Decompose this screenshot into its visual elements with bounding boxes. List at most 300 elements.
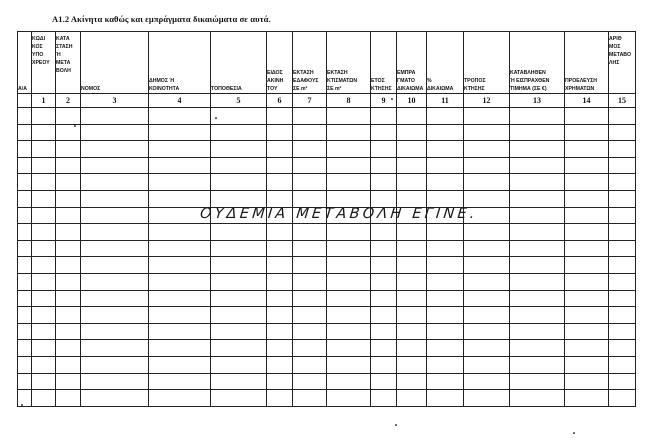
table-cell	[293, 240, 327, 257]
table-cell	[327, 290, 371, 307]
table-row	[18, 108, 636, 125]
table-cell	[18, 224, 32, 241]
table-cell	[81, 224, 149, 241]
table-cell	[32, 190, 56, 207]
column-number: 11	[427, 94, 464, 108]
table-cell	[565, 307, 609, 324]
table-row	[18, 340, 636, 357]
table-cell	[81, 207, 149, 224]
table-cell	[609, 157, 636, 174]
table-cell	[56, 174, 81, 191]
table-cell	[327, 141, 371, 158]
table-cell	[565, 390, 609, 407]
table-cell	[397, 390, 427, 407]
table-cell	[32, 390, 56, 407]
table-cell	[267, 340, 293, 357]
table-cell	[464, 190, 510, 207]
table-cell	[371, 124, 397, 141]
table-cell	[464, 124, 510, 141]
table-cell	[427, 141, 464, 158]
table-row	[18, 174, 636, 191]
table-cell	[149, 307, 211, 324]
handwritten-note: ΟΥΔΕΜΙΑ ΜΕΤΑΒΟΛΗ ΕΓΙΝΕ.	[199, 206, 479, 222]
table-cell	[81, 373, 149, 390]
table-cell	[56, 240, 81, 257]
table-cell	[397, 340, 427, 357]
table-cell	[397, 273, 427, 290]
table-cell	[464, 390, 510, 407]
table-cell	[510, 174, 565, 191]
table-cell	[427, 307, 464, 324]
table-cell	[609, 174, 636, 191]
table-cell	[464, 273, 510, 290]
column-header: ΚΑΤΑ ΣΤΑΣΗ Ή ΜΕΤΑ ΒΟΛΗ	[56, 32, 81, 94]
table-cell	[427, 257, 464, 274]
table-cell	[327, 340, 371, 357]
scan-speck	[215, 117, 217, 119]
table-cell	[81, 340, 149, 357]
table-cell	[32, 307, 56, 324]
table-cell	[211, 356, 267, 373]
table-cell	[149, 356, 211, 373]
table-cell	[81, 108, 149, 125]
table-cell	[56, 390, 81, 407]
table-cell	[56, 224, 81, 241]
table-cell	[609, 207, 636, 224]
table-cell	[510, 124, 565, 141]
table-cell	[211, 340, 267, 357]
table-cell	[427, 340, 464, 357]
column-header: ΕΜΠΡΑ ΓΜΑΤΟ ΔΙΚΑΙΩΜΑ	[397, 32, 427, 94]
table-cell	[371, 390, 397, 407]
table-row	[18, 141, 636, 158]
table-cell	[32, 174, 56, 191]
table-cell	[81, 157, 149, 174]
table-cell	[427, 356, 464, 373]
table-cell	[293, 224, 327, 241]
table-cell	[211, 290, 267, 307]
table-cell	[609, 124, 636, 141]
table-cell	[371, 141, 397, 158]
table-cell	[427, 190, 464, 207]
table-cell	[397, 190, 427, 207]
table-cell	[371, 340, 397, 357]
table-cell	[149, 340, 211, 357]
table-cell	[464, 224, 510, 241]
table-cell	[149, 141, 211, 158]
table-cell	[371, 108, 397, 125]
table-cell	[371, 273, 397, 290]
table-cell	[327, 390, 371, 407]
table-cell	[510, 356, 565, 373]
table-cell	[32, 141, 56, 158]
table-cell	[18, 373, 32, 390]
table-cell	[267, 290, 293, 307]
table-cell	[56, 340, 81, 357]
column-header: ΤΡΟΠΟΣ ΚΤΗΣΗΣ	[464, 32, 510, 94]
table-cell	[18, 340, 32, 357]
table-cell	[427, 290, 464, 307]
table-row	[18, 124, 636, 141]
column-number: 13	[510, 94, 565, 108]
table-cell	[18, 390, 32, 407]
column-number: 10	[397, 94, 427, 108]
table-cell	[56, 141, 81, 158]
table-cell	[427, 108, 464, 125]
table-cell	[565, 340, 609, 357]
table-cell	[397, 307, 427, 324]
table-row	[18, 373, 636, 390]
table-body	[18, 108, 636, 407]
table-cell	[464, 290, 510, 307]
table-cell	[565, 257, 609, 274]
table-cell	[327, 273, 371, 290]
table-cell	[371, 290, 397, 307]
table-cell	[371, 174, 397, 191]
column-header: ΠΡΟΕΛΕΥΣΗ ΧΡΗΜΑΤΩΝ	[565, 32, 609, 94]
table-row	[18, 224, 636, 241]
table-cell	[81, 307, 149, 324]
table-cell	[609, 141, 636, 158]
table-cell	[56, 373, 81, 390]
table-cell	[56, 257, 81, 274]
table-cell	[510, 240, 565, 257]
table-cell	[32, 340, 56, 357]
table-cell	[464, 240, 510, 257]
table-cell	[18, 240, 32, 257]
table-cell	[510, 108, 565, 125]
column-header: ΤΟΠΟΘΕΣΙΑ	[211, 32, 267, 94]
table-row	[18, 190, 636, 207]
table-cell	[211, 124, 267, 141]
column-header: ΚΑΤΑΒΛΗΘΕΝ Ή ΕΙΣΠΡΑΧΘΕΝ ΤΙΜΗΜΑ (ΣΕ €)	[510, 32, 565, 94]
table-cell	[427, 323, 464, 340]
table-cell	[211, 174, 267, 191]
table-row	[18, 273, 636, 290]
table-cell	[293, 290, 327, 307]
table-cell	[211, 108, 267, 125]
table-cell	[81, 124, 149, 141]
table-row	[18, 257, 636, 274]
table-cell	[293, 390, 327, 407]
table-cell	[56, 207, 81, 224]
table-cell	[293, 124, 327, 141]
table-cell	[397, 174, 427, 191]
table-cell	[327, 157, 371, 174]
table-cell	[464, 323, 510, 340]
table-cell	[267, 190, 293, 207]
table-cell	[427, 157, 464, 174]
table-cell	[327, 356, 371, 373]
table-cell	[267, 141, 293, 158]
column-number: 1	[32, 94, 56, 108]
table-cell	[149, 323, 211, 340]
table-cell	[397, 257, 427, 274]
table-cell	[464, 157, 510, 174]
column-header: ΔΗΜΟΣ Ή ΚΟΙΝΟΤΗΤΑ	[149, 32, 211, 94]
table-cell	[18, 108, 32, 125]
table-cell	[609, 190, 636, 207]
table-cell	[293, 174, 327, 191]
table-cell	[397, 290, 427, 307]
table-cell	[18, 356, 32, 373]
column-header: ΚΩΔΙ ΚΟΣ ΥΠΟ ΧΡΕΟΥ	[32, 32, 56, 94]
table-cell	[56, 307, 81, 324]
table-cell	[371, 157, 397, 174]
table-cell	[397, 141, 427, 158]
table-row	[18, 307, 636, 324]
table-cell	[565, 207, 609, 224]
scan-speck	[395, 424, 397, 426]
table-cell	[267, 323, 293, 340]
table-cell	[397, 373, 427, 390]
table-cell	[609, 340, 636, 357]
table-cell	[565, 273, 609, 290]
table-cell	[464, 340, 510, 357]
table-cell	[149, 273, 211, 290]
table-cell	[397, 124, 427, 141]
table-cell	[397, 108, 427, 125]
table-cell	[149, 190, 211, 207]
table-cell	[293, 323, 327, 340]
table-cell	[81, 174, 149, 191]
column-number: 6	[267, 94, 293, 108]
table-cell	[18, 307, 32, 324]
table-cell	[32, 157, 56, 174]
table-cell	[18, 323, 32, 340]
table-cell	[371, 190, 397, 207]
column-header: ΕΚΤΑΣΗ ΕΔΑΦΟΥΣ ΣΕ m²	[293, 32, 327, 94]
table-cell	[18, 273, 32, 290]
scan-speck	[573, 432, 575, 434]
table-cell	[267, 240, 293, 257]
table-cell	[18, 141, 32, 158]
table-cell	[81, 323, 149, 340]
table-cell	[149, 124, 211, 141]
table-cell	[609, 108, 636, 125]
table-cell	[293, 307, 327, 324]
table-cell	[371, 257, 397, 274]
table-cell	[609, 240, 636, 257]
table-cell	[81, 290, 149, 307]
column-header: ΝΟΜΟΣ	[81, 32, 149, 94]
table-cell	[267, 157, 293, 174]
table-cell	[609, 356, 636, 373]
column-number: 5	[211, 94, 267, 108]
table-row	[18, 157, 636, 174]
table-cell	[371, 307, 397, 324]
table-cell	[293, 108, 327, 125]
table-cell	[327, 108, 371, 125]
table-cell	[327, 190, 371, 207]
column-header: ΕΤΟΣ ΚΤΗΣΗΣ	[371, 32, 397, 94]
table-cell	[609, 257, 636, 274]
table-cell	[397, 323, 427, 340]
table-cell	[81, 141, 149, 158]
table-cell	[32, 124, 56, 141]
table-cell	[149, 240, 211, 257]
column-number: 12	[464, 94, 510, 108]
table-cell	[371, 224, 397, 241]
table-cell	[327, 240, 371, 257]
table-cell	[510, 224, 565, 241]
table-cell	[18, 174, 32, 191]
table-cell	[327, 224, 371, 241]
table-cell	[149, 257, 211, 274]
table-cell	[510, 307, 565, 324]
column-number: 15	[609, 94, 636, 108]
table-row	[18, 356, 636, 373]
table-cell	[427, 240, 464, 257]
table-cell	[211, 273, 267, 290]
table-cell	[327, 373, 371, 390]
table-cell	[293, 273, 327, 290]
table-cell	[149, 224, 211, 241]
table-cell	[293, 356, 327, 373]
table-cell	[149, 290, 211, 307]
column-number: 14	[565, 94, 609, 108]
column-number-row	[18, 94, 636, 108]
section-title: Α1.2 Ακίνητα καθώς και εμπράγματα δικαιώματα σε αυτά.	[52, 14, 271, 24]
table-cell	[371, 373, 397, 390]
table-cell	[18, 207, 32, 224]
table-row	[18, 323, 636, 340]
table-cell	[32, 207, 56, 224]
table-cell	[56, 356, 81, 373]
column-number: 4	[149, 94, 211, 108]
table-cell	[609, 373, 636, 390]
table-cell	[18, 157, 32, 174]
table-cell	[211, 323, 267, 340]
table-cell	[149, 108, 211, 125]
table-cell	[464, 307, 510, 324]
table-cell	[609, 307, 636, 324]
table-cell	[211, 190, 267, 207]
table-cell	[267, 124, 293, 141]
table-cell	[510, 340, 565, 357]
column-header: Α/Α	[18, 32, 32, 94]
table-cell	[565, 174, 609, 191]
table-row	[18, 390, 636, 407]
table-cell	[211, 224, 267, 241]
table-cell	[565, 356, 609, 373]
table-cell	[609, 273, 636, 290]
table-cell	[211, 240, 267, 257]
table-cell	[464, 373, 510, 390]
table-cell	[510, 290, 565, 307]
table-cell	[510, 373, 565, 390]
table-cell	[464, 257, 510, 274]
table-cell	[32, 108, 56, 125]
table-cell	[32, 224, 56, 241]
table-cell	[81, 273, 149, 290]
table-cell	[427, 390, 464, 407]
table-cell	[565, 290, 609, 307]
table-cell	[32, 273, 56, 290]
table-cell	[371, 356, 397, 373]
table-cell	[427, 373, 464, 390]
table-cell	[56, 190, 81, 207]
table-cell	[267, 307, 293, 324]
column-number	[18, 94, 32, 108]
column-header: ΑΡΙΘ ΜΟΣ ΜΕΤΑΒΟ ΛΗΣ	[609, 32, 636, 94]
table-cell	[427, 224, 464, 241]
table-cell	[267, 108, 293, 125]
table-cell	[427, 124, 464, 141]
table-cell	[211, 307, 267, 324]
table-cell	[56, 290, 81, 307]
table-cell	[56, 124, 81, 141]
table-cell	[464, 356, 510, 373]
header-row	[18, 32, 636, 94]
table-cell	[327, 307, 371, 324]
column-header: ΕΙΔΟΣ ΑΚΙΝΗ ΤΟΥ	[267, 32, 293, 94]
table-cell	[267, 373, 293, 390]
table-cell	[18, 124, 32, 141]
table-cell	[18, 257, 32, 274]
table-cell	[211, 141, 267, 158]
column-number: 7	[293, 94, 327, 108]
table-cell	[149, 373, 211, 390]
table-row	[18, 290, 636, 307]
column-number: 8	[327, 94, 371, 108]
table-cell	[56, 157, 81, 174]
table-cell	[293, 373, 327, 390]
scan-speck	[391, 98, 393, 100]
table-cell	[81, 240, 149, 257]
column-number: 3	[81, 94, 149, 108]
scan-speck	[21, 404, 23, 406]
table-cell	[565, 108, 609, 125]
table-cell	[32, 373, 56, 390]
column-number: 2	[56, 94, 81, 108]
table-cell	[293, 257, 327, 274]
table-cell	[81, 390, 149, 407]
table-cell	[149, 390, 211, 407]
table-cell	[565, 141, 609, 158]
table-cell	[267, 224, 293, 241]
table-cell	[32, 323, 56, 340]
table-cell	[81, 190, 149, 207]
table-cell	[565, 240, 609, 257]
table-cell	[565, 157, 609, 174]
table-cell	[267, 174, 293, 191]
table-cell	[211, 257, 267, 274]
table-cell	[565, 224, 609, 241]
column-header: % ΔΙΚΑΙΩΜΑ	[427, 32, 464, 94]
table-cell	[293, 157, 327, 174]
table-cell	[510, 323, 565, 340]
table-cell	[565, 124, 609, 141]
table-cell	[397, 157, 427, 174]
table-cell	[371, 323, 397, 340]
table-cell	[565, 323, 609, 340]
table-cell	[565, 373, 609, 390]
table-cell	[464, 141, 510, 158]
table-cell	[56, 108, 81, 125]
table-cell	[327, 124, 371, 141]
table-cell	[211, 157, 267, 174]
table-cell	[32, 356, 56, 373]
table-cell	[510, 141, 565, 158]
column-header: ΕΚΤΑΣΗ ΚΤΙΣΜΑΤΩΝ ΣΕ m²	[327, 32, 371, 94]
table-cell	[609, 224, 636, 241]
table-cell	[81, 356, 149, 373]
table-cell	[267, 390, 293, 407]
table-cell	[18, 290, 32, 307]
table-cell	[211, 373, 267, 390]
table-cell	[609, 290, 636, 307]
